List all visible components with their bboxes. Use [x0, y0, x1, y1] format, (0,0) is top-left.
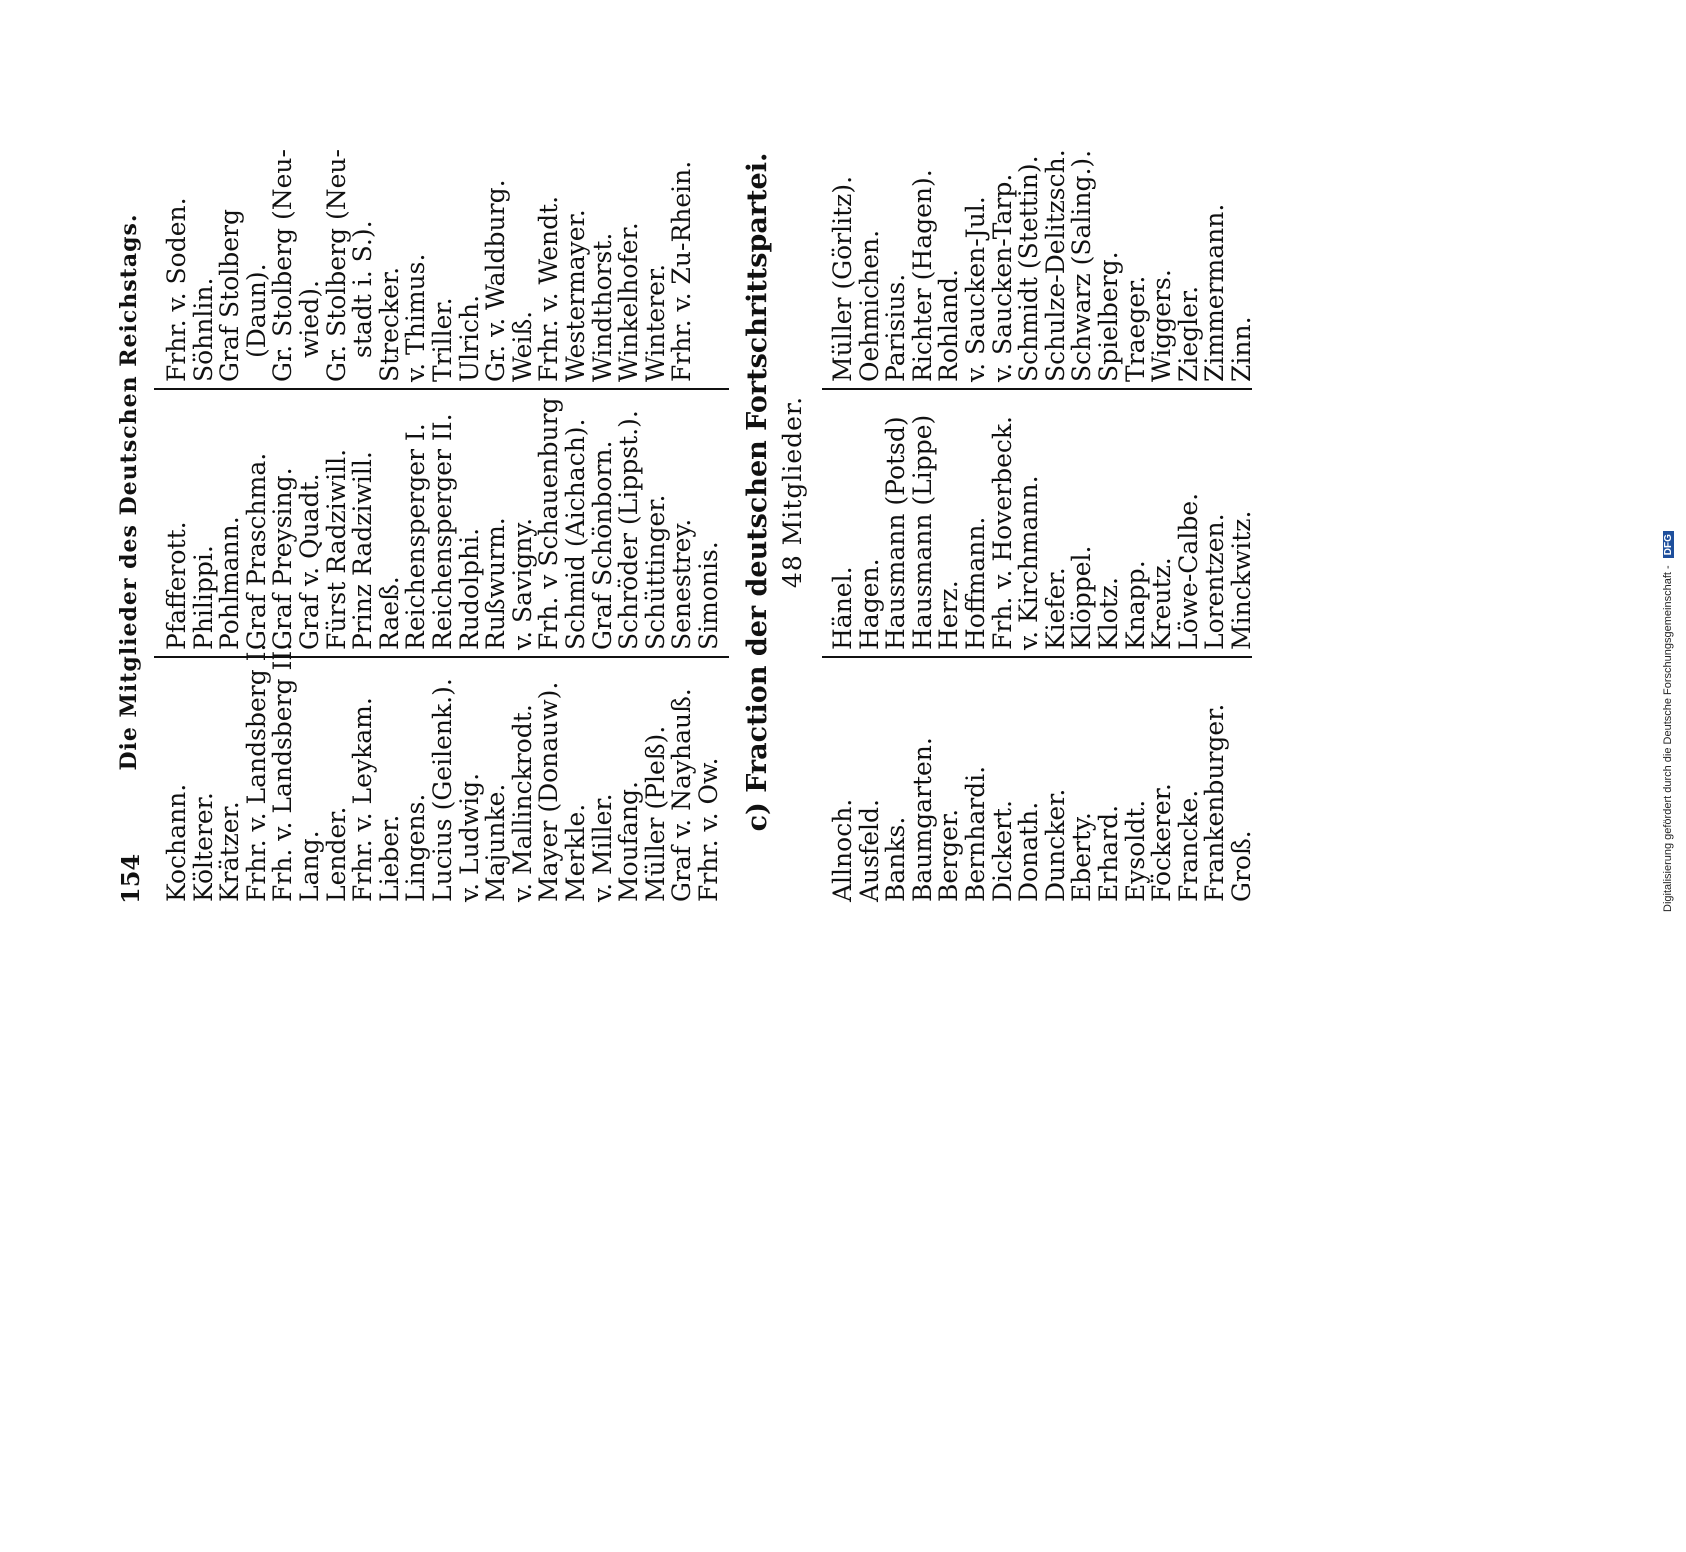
member-name: v. Saucken-Tarp.: [987, 173, 1017, 382]
dfg-logo: DFG: [1663, 531, 1674, 558]
member-name: Eysoldt.: [1120, 799, 1150, 902]
member-name: Reichensperger I.: [401, 423, 431, 650]
member-name: Weiß.: [507, 310, 537, 382]
member-name: stadt i. S.).: [348, 220, 378, 358]
member-name: Strecker.: [374, 266, 404, 382]
member-name: Oehmichen.: [854, 229, 884, 382]
member-name: Schmidt (Stettin).: [1014, 155, 1044, 382]
member-name: Zinn.: [1226, 316, 1256, 382]
member-name: Winterer.: [640, 263, 670, 382]
member-name: Mayer (Donauw).: [534, 681, 564, 902]
member-name: Wiggers.: [1147, 269, 1177, 382]
member-name: Müller (Pleß).: [640, 725, 670, 902]
member-name: Müller (Görlitz).: [828, 175, 857, 382]
member-name: Klotz.: [1093, 577, 1123, 650]
digitization-credit: [1662, 12, 1682, 912]
top-column-2: [164, 397, 722, 650]
section-subtitle: 48 Mitglieder.: [778, 395, 807, 589]
member-name: Frhr. v. Ow.: [693, 757, 723, 902]
member-name: Reichensperger II.: [427, 413, 457, 650]
member-name: Lieber.: [374, 814, 404, 902]
bottom-column-2: [830, 415, 1256, 650]
member-name: Winkelhofer.: [614, 222, 644, 382]
member-name: Minckwitz.: [1226, 510, 1256, 650]
column-divider: [822, 388, 1252, 390]
member-name: Pohlmann.: [215, 516, 245, 650]
member-name: Spielberg.: [1093, 251, 1123, 382]
member-name: Hagen.: [854, 558, 884, 650]
member-name: (Daun).: [241, 263, 271, 358]
member-name: Frh. v Schauenburg: [534, 397, 564, 650]
member-name: Klöppel.: [1067, 545, 1097, 650]
member-name: Richter (Hagen).: [907, 169, 937, 382]
member-name: Schröder (Lippst.).: [614, 410, 644, 650]
member-name: Lingens.: [401, 793, 431, 902]
member-name: Frh. v. Hoverbeck.: [987, 416, 1017, 650]
member-name: Simonis.: [693, 541, 723, 650]
member-name: Gr. Stolberg (Neu-: [321, 149, 351, 382]
member-name: v. Mallinckrodt.: [507, 704, 537, 902]
member-name: v. Saucken-Jul.: [960, 196, 990, 382]
member-name: Groß.: [1226, 830, 1256, 902]
member-name: Donath.: [1014, 801, 1044, 902]
member-name: Pfafferott.: [162, 521, 191, 650]
member-name: Schmid (Aichach).: [560, 418, 590, 650]
member-name: Graf v. Nayhauß.: [667, 688, 697, 902]
running-head: [110, 72, 150, 912]
member-name: Traeger.: [1120, 275, 1150, 382]
member-name: Graf Schönborn.: [587, 440, 617, 650]
top-column-3: [164, 149, 696, 382]
bottom-column-3: [830, 149, 1256, 382]
member-name: Knapp.: [1120, 560, 1150, 650]
member-name: Rußwurm.: [481, 517, 511, 650]
member-name: Prinz Radziwill.: [348, 451, 378, 650]
book-page: [110, 72, 1256, 1552]
member-name: Gr. Stolberg (Neu-: [268, 149, 298, 382]
page-number: 154: [116, 853, 145, 904]
member-name: Hausmann (Lippe): [907, 414, 937, 650]
member-name: Frhr. v. Zu-Rhein.: [667, 160, 697, 382]
member-name: Francke.: [1173, 789, 1203, 902]
member-name: Hoffmann.: [960, 516, 990, 650]
member-name: Frhr. v. Leykam.: [348, 697, 378, 902]
member-name: Herz.: [934, 580, 964, 650]
member-name: Föckerer.: [1147, 783, 1177, 902]
member-name: Ziegler.: [1173, 285, 1203, 382]
member-name: Banks.: [881, 816, 911, 902]
member-name: Windthorst.: [587, 232, 617, 382]
member-name: Frhr. v. Landsberg I.: [241, 643, 271, 902]
member-name: Lorentzen.: [1200, 513, 1230, 650]
member-name: Kiefer.: [1040, 567, 1070, 650]
member-name: Frhr. v. Soden.: [162, 197, 191, 382]
member-name: Költerer.: [188, 792, 218, 902]
member-name: Rudolphi.: [454, 527, 484, 650]
member-name: Hänel.: [828, 566, 857, 650]
member-name: Hausmann (Potsd): [881, 416, 911, 650]
member-name: v. Savigny.: [507, 517, 537, 650]
member-name: Lender.: [321, 806, 351, 902]
member-name: Erhard.: [1093, 804, 1123, 902]
member-name: Kochann.: [162, 783, 191, 902]
member-name: Kreutz.: [1147, 557, 1177, 650]
member-name: Graf Stolberg: [215, 209, 245, 382]
member-name: Frhr. v. Wendt.: [534, 195, 564, 382]
member-name: Baumgarten.: [907, 737, 937, 902]
member-name: Parisius.: [881, 273, 911, 382]
member-name: Zimmermann.: [1200, 203, 1230, 382]
member-name: Senestrey.: [667, 518, 697, 650]
bottom-column-1: [830, 704, 1256, 902]
member-name: Frankenburger.: [1200, 703, 1230, 902]
member-name: Gr. v. Waldburg.: [481, 179, 511, 382]
member-name: v. Kirchmann.: [1014, 475, 1044, 650]
member-name: Ausfeld.: [854, 799, 884, 902]
member-name: Duncker.: [1040, 788, 1070, 902]
member-name: Schüttinger.: [640, 494, 670, 650]
member-name: Eberty.: [1067, 812, 1097, 902]
member-name: Fürst Radziwill.: [321, 448, 351, 650]
member-name: Ulrich.: [454, 294, 484, 382]
member-name: Löwe-Calbe.: [1173, 492, 1203, 650]
running-head-title: Die Mitglieder des Deutschen Reichstags.: [116, 213, 142, 771]
member-name: Dickert.: [987, 800, 1017, 902]
member-name: Schwarz (Saling.).: [1067, 149, 1097, 382]
member-name: v. Thimus.: [401, 253, 431, 382]
column-divider: [822, 656, 1252, 658]
credit-text: Digitalisierung gefördert durch die Deutsche Forschungsgemeinschaft -: [1662, 565, 1674, 912]
member-name: Allnoch.: [828, 798, 857, 902]
member-name: Krätzer.: [215, 801, 245, 902]
member-name: Moufang.: [614, 781, 644, 902]
member-name: Philippi.: [188, 545, 218, 650]
member-name: Triller.: [427, 297, 457, 382]
member-name: Majunke.: [481, 783, 511, 902]
top-column-1: [164, 643, 722, 902]
member-name: v. Ludwig.: [454, 772, 484, 902]
column-divider: [154, 388, 729, 390]
member-name: Westermayer.: [560, 209, 590, 382]
member-name: Söhnlin.: [188, 277, 218, 382]
column-divider: [154, 656, 729, 658]
member-name: Rohland.: [934, 269, 964, 382]
member-name: wied).: [294, 280, 324, 358]
member-name: Raeß.: [374, 576, 404, 650]
member-name: Frh. v. Landsberg II.: [268, 642, 298, 902]
member-name: Merkle.: [560, 803, 590, 902]
member-name: v. Miller.: [587, 793, 617, 902]
member-name: Bernhardi.: [960, 765, 990, 902]
section-title: c) Fraction der deutschen Fortschrittspartei.: [742, 152, 773, 832]
member-name: Graf Preysing.: [268, 467, 298, 650]
page-body: [110, 72, 1590, 912]
member-name: Graf Praschma.: [241, 452, 271, 650]
member-name: Lang.: [294, 830, 324, 902]
member-name: Berger.: [934, 808, 964, 902]
member-name: Graf v. Quadt.: [294, 473, 324, 650]
rotated-content: [110, 72, 1590, 912]
member-name: Lucius (Geilenk.).: [427, 678, 457, 902]
member-name: Schulze-Delitzsch.: [1040, 149, 1070, 382]
